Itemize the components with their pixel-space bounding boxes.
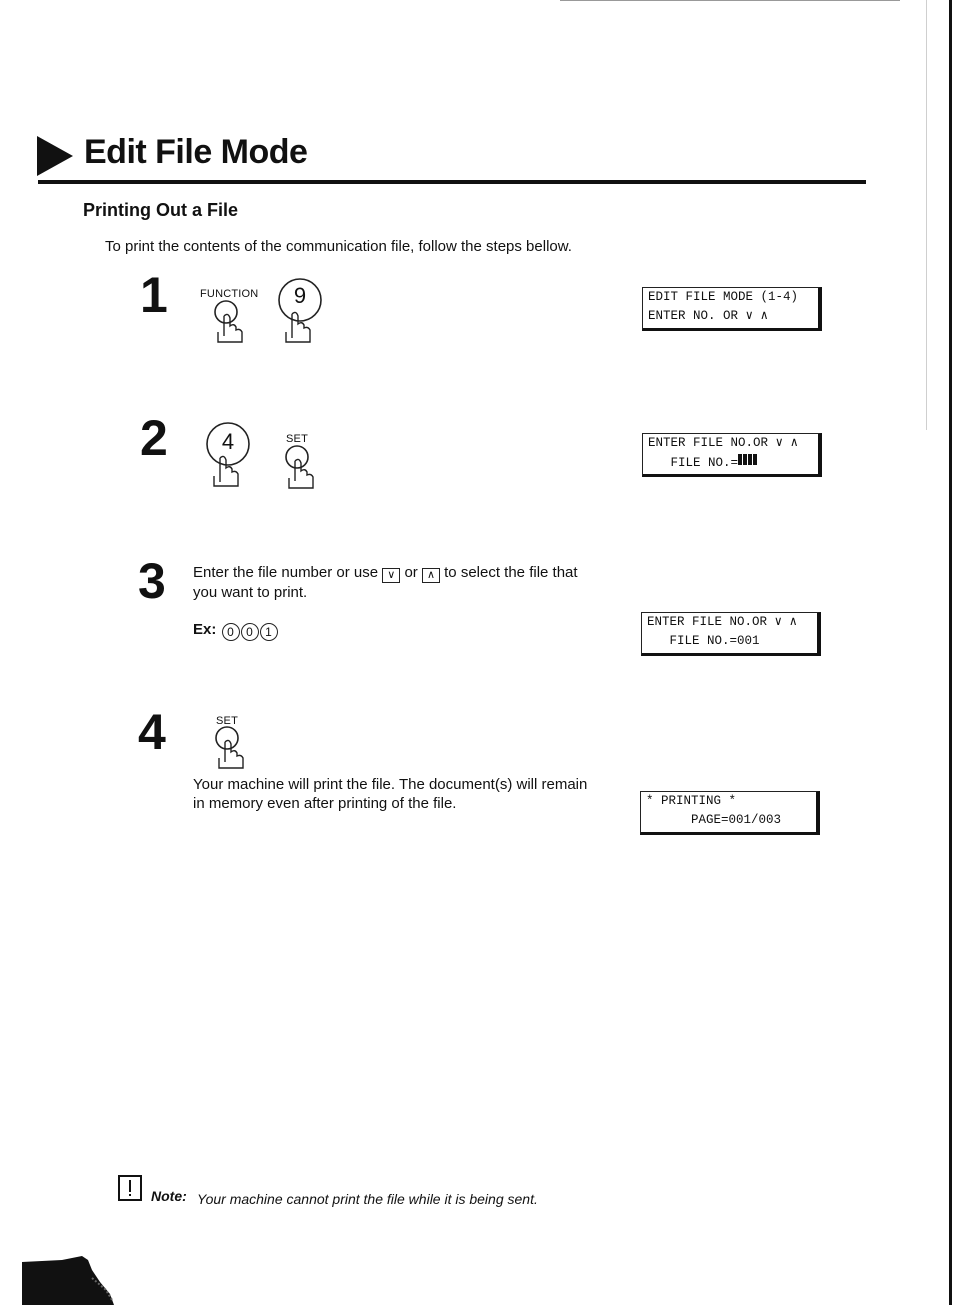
lcd-line-2: PAGE=001/003 — [646, 813, 782, 827]
lcd-line-1: ENTER FILE NO.OR ∨ ∧ — [647, 615, 798, 629]
margin-rule — [926, 0, 927, 430]
set-key-label: SET — [286, 433, 308, 445]
lcd-display-step-2 — [642, 433, 822, 477]
cursor-blocks — [738, 453, 758, 472]
lcd-line-2: FILE NO.=001 — [647, 634, 760, 648]
page-corner-tab — [22, 1256, 114, 1305]
section-title: Printing Out a File — [83, 200, 239, 220]
nine-key-digit: 9 — [293, 283, 307, 308]
step-3-number: 3 — [138, 553, 166, 609]
note-text: Your machine cannot print the file while it is being sent. — [197, 1191, 538, 1207]
example-input: Ex: 0 0 1 — [193, 621, 278, 641]
top-edge-rule — [560, 0, 900, 1]
lcd-display-step-1 — [642, 287, 822, 331]
function-key-label: FUNCTION — [200, 288, 259, 300]
step-4-text: Your machine will print the file. The document(s) will remain in memory even after printing of the file. — [193, 776, 588, 812]
digit-key-1: 1 — [260, 623, 278, 641]
function-key-press-icon — [202, 296, 262, 368]
page-edge-rule — [949, 0, 952, 1305]
up-key-icon: ∧ — [422, 568, 440, 583]
lcd-line-1: ENTER FILE NO.OR ∨ ∧ — [648, 436, 799, 450]
lcd-line-1: * PRINTING * — [646, 794, 737, 808]
down-key-icon: ∨ — [382, 568, 400, 583]
intro-text: To print the contents of the communication file, follow the steps bellow. — [105, 238, 572, 255]
digit-key-0: 0 — [222, 623, 240, 641]
page-title: Edit File Mode — [84, 133, 308, 171]
lcd-display-step-4 — [640, 791, 820, 835]
title-underline — [38, 180, 866, 184]
note-label: Note: — [151, 1188, 187, 1204]
step-2-number: 2 — [140, 410, 168, 466]
lcd-line-2: FILE NO.= — [648, 455, 739, 470]
four-key-digit: 4 — [221, 429, 235, 454]
step-3-text: Enter the file number or use ∨ or ∧ to select the file that you want to print. — [193, 564, 578, 601]
digit-key-0: 0 — [241, 623, 259, 641]
arrow-right-icon — [37, 136, 73, 176]
lcd-line-1: EDIT FILE MODE (1-4) — [648, 290, 799, 304]
lcd-display-step-3 — [641, 612, 821, 656]
step-4-number: 4 — [138, 704, 166, 760]
lcd-line-2: ENTER NO. OR ∨ ∧ — [648, 309, 769, 323]
note-exclamation-icon — [118, 1175, 142, 1201]
set-key-label: SET — [216, 715, 238, 727]
step-1-number: 1 — [140, 267, 168, 323]
set-key-press-icon — [282, 440, 342, 512]
